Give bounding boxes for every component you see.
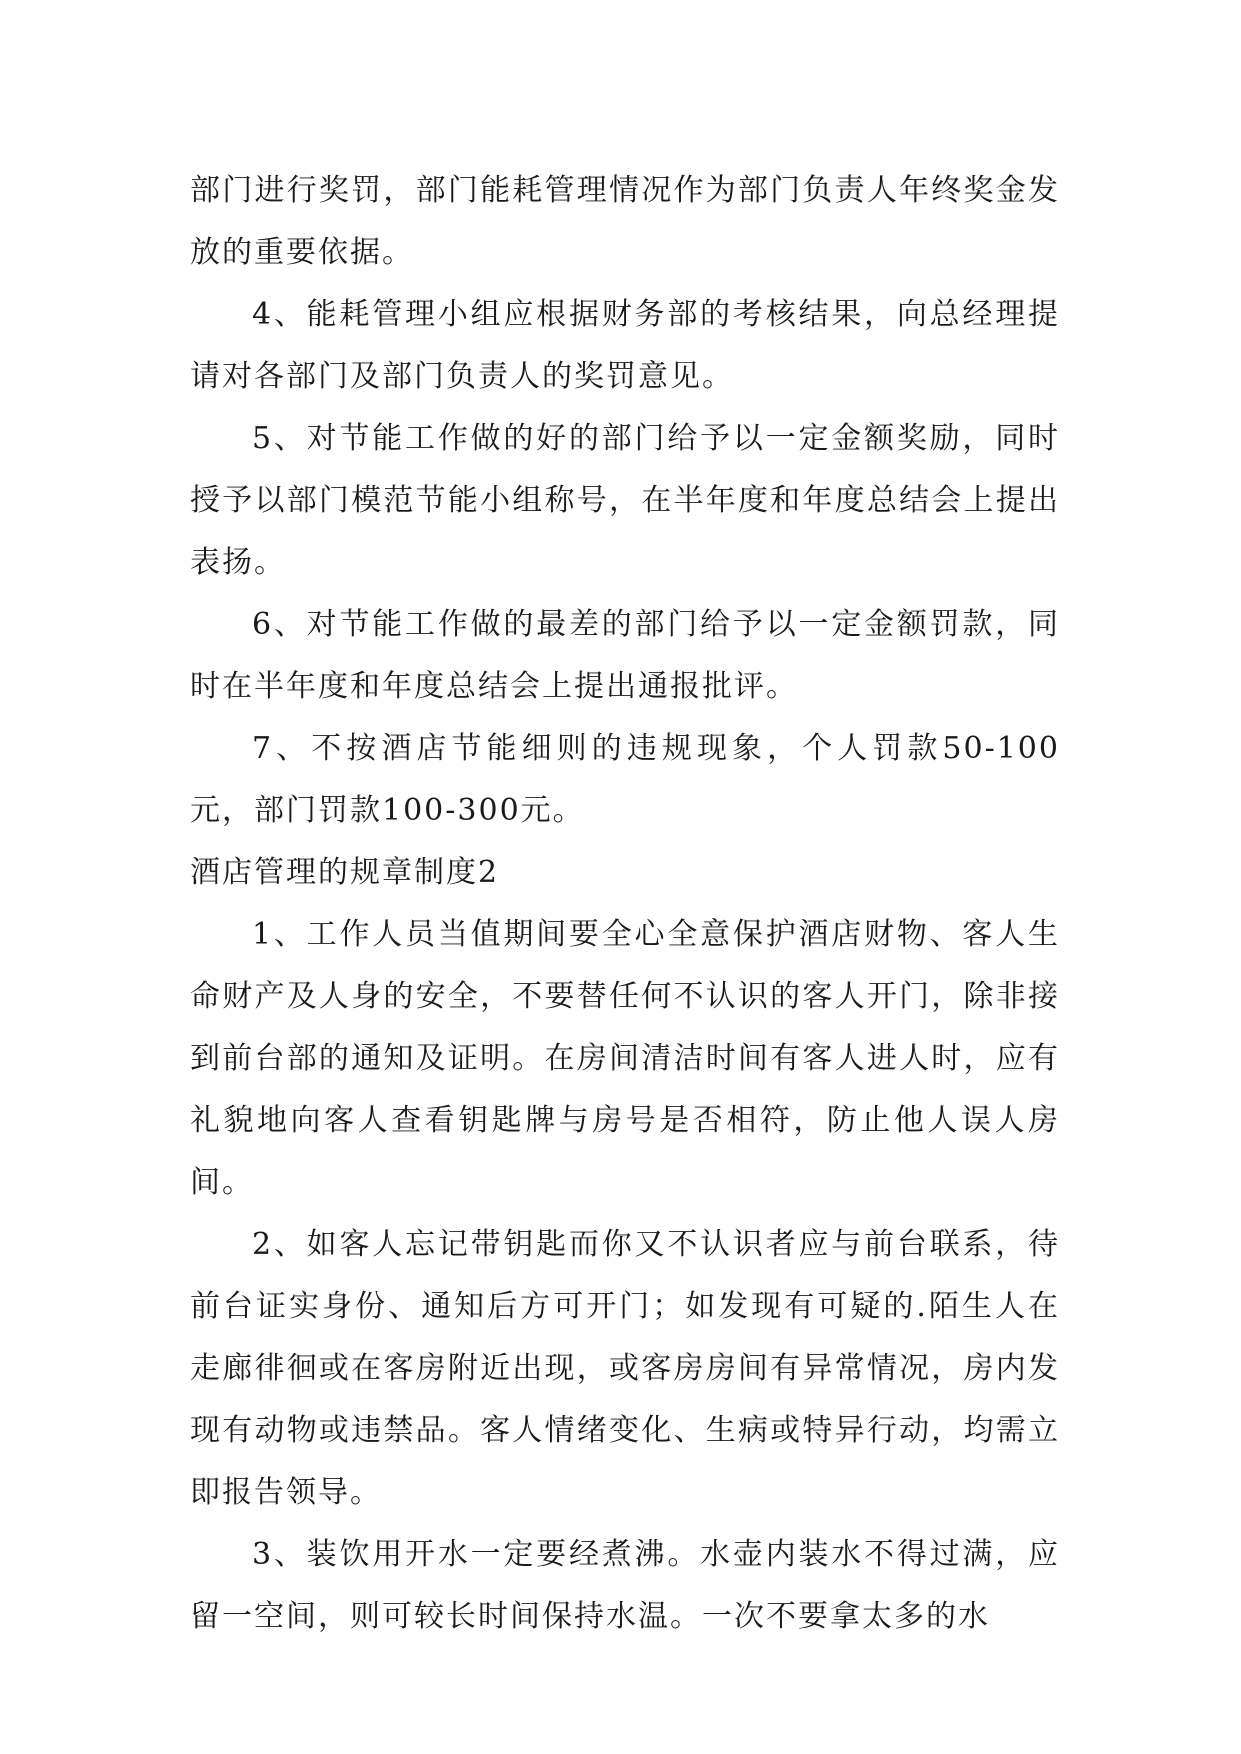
section-title: 酒店管理的规章制度2: [190, 855, 500, 890]
paragraph-item-5: 5、对节能工作做的好的部门给予以一定金额奖励，同时授予以部门模范节能小组称号，在半年度和年度总结会上提出表扬。: [190, 421, 1060, 580]
section-paragraph-1: 1、工作人员当值期间要全心全意保护酒店财物、客人生命财产及人身的安全，不要替任何不认识的客人开门，除非接到前台部的通知及证明。在房间清洁时间有客人进人时，应有礼貌地向客人查看钥匙牌与房号是否相符，防止他人误人房间。: [190, 917, 1060, 1200]
paragraph-item-4: 4、能耗管理小组应根据财务部的考核结果，向总经理提请对各部门及部门负责人的奖罚意见。: [190, 297, 1060, 394]
paragraph-item-6: 6、对节能工作做的最差的部门给予以一定金额罚款，同时在半年度和年度总结会上提出通报批评。: [190, 607, 1060, 704]
section-paragraph-2: 2、如客人忘记带钥匙而你又不认识者应与前台联系，待前台证实身份、通知后方可开门；如发现有可疑的.陌生人在走廊徘徊或在客房附近出现，或客房房间有异常情况，房内发现有动物或违禁品。客人情绪变化、生病或特异行动，均需立即报告领导。: [190, 1227, 1060, 1510]
section-paragraph-3: 3、装饮用开水一定要经煮沸。水壶内装水不得过满，应留一空间，则可较长时间保持水温。一次不要拿太多的水: [190, 1537, 1060, 1634]
document-body: [190, 160, 1060, 1648]
paragraph-continued: 部门进行奖罚，部门能耗管理情况作为部门负责人年终奖金发放的重要依据。: [190, 173, 1060, 270]
paragraph-item-7: 7、不按酒店节能细则的违规现象，个人罚款50-100元，部门罚款100-300元。: [190, 731, 1060, 828]
